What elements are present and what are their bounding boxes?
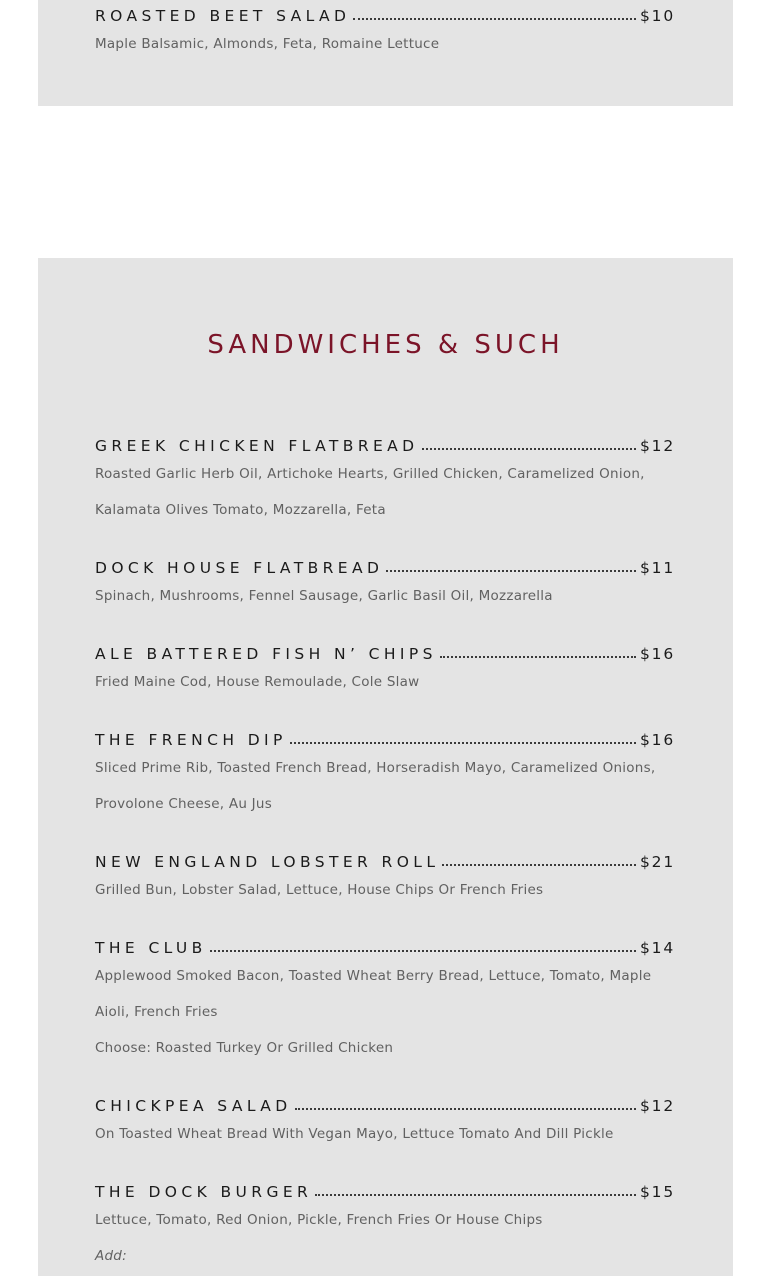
item-price: $12 xyxy=(640,437,675,455)
item-description: Aioli, French Fries xyxy=(95,1004,218,1020)
item-description: Lettuce, Tomato, Red Onion, Pickle, French Fries Or House Chips xyxy=(95,1212,543,1228)
item-price: $16 xyxy=(640,731,675,749)
item-price: $21 xyxy=(640,853,675,871)
item-name: CHICKPEA SALAD xyxy=(95,1097,292,1115)
dotted-leader xyxy=(422,448,636,450)
menu-item-chickpea-salad xyxy=(95,1092,675,1152)
dotted-leader xyxy=(290,742,636,744)
item-description: Provolone Cheese, Au Jus xyxy=(95,796,272,812)
item-name: THE DOCK BURGER xyxy=(95,1183,313,1201)
menu-item-dock-burger xyxy=(95,1178,675,1274)
item-name: ROASTED BEET SALAD xyxy=(95,7,351,25)
item-option: Choose: Roasted Turkey Or Grilled Chicken xyxy=(95,1040,394,1056)
item-description: Fried Maine Cod, House Remoulade, Cole Slaw xyxy=(95,674,420,690)
menu-item-greek-chicken-flatbread xyxy=(95,432,675,528)
item-description: Spinach, Mushrooms, Fennel Sausage, Garlic Basil Oil, Mozzarella xyxy=(95,588,553,604)
section-title: SANDWICHES & SUCH xyxy=(207,330,564,360)
item-price: $16 xyxy=(640,645,675,663)
salads-panel xyxy=(38,0,733,106)
dotted-leader xyxy=(315,1194,636,1196)
menu-item-roasted-beet-salad xyxy=(95,2,675,62)
item-description: Sliced Prime Rib, Toasted French Bread, Horseradish Mayo, Caramelized Onions, xyxy=(95,760,656,776)
item-price: $14 xyxy=(640,939,675,957)
menu-item-french-dip xyxy=(95,726,675,822)
item-name: NEW ENGLAND LOBSTER ROLL xyxy=(95,853,440,871)
sandwiches-panel xyxy=(38,258,733,1276)
dotted-leader xyxy=(210,950,636,952)
item-name: THE CLUB xyxy=(95,939,207,957)
menu-item-lobster-roll xyxy=(95,848,675,908)
dotted-leader xyxy=(386,570,636,572)
dotted-leader xyxy=(440,656,636,658)
item-price: $11 xyxy=(640,559,675,577)
item-name: GREEK CHICKEN FLATBREAD xyxy=(95,437,419,455)
dotted-leader xyxy=(442,864,636,866)
item-description: Applewood Smoked Bacon, Toasted Wheat Berry Bread, Lettuce, Tomato, Maple xyxy=(95,968,652,984)
item-description: Roasted Garlic Herb Oil, Artichoke Hearts, Grilled Chicken, Caramelized Onion, xyxy=(95,466,645,482)
item-description: Maple Balsamic, Almonds, Feta, Romaine Lettuce xyxy=(95,36,440,52)
item-description: On Toasted Wheat Bread With Vegan Mayo, Lettuce Tomato And Dill Pickle xyxy=(95,1126,614,1142)
item-price: $10 xyxy=(640,7,675,25)
addon-label: Add: xyxy=(95,1248,127,1264)
menu-item-the-club xyxy=(95,934,675,1066)
item-name: DOCK HOUSE FLATBREAD xyxy=(95,559,384,577)
menu-item-dock-house-flatbread xyxy=(95,554,675,614)
item-name: THE FRENCH DIP xyxy=(95,731,287,749)
dotted-leader xyxy=(295,1108,636,1110)
item-description: Grilled Bun, Lobster Salad, Lettuce, House Chips Or French Fries xyxy=(95,882,544,898)
item-price: $15 xyxy=(640,1183,675,1201)
item-price: $12 xyxy=(640,1097,675,1115)
menu-item-fish-n-chips xyxy=(95,640,675,700)
item-name: ALE BATTERED FISH N’ CHIPS xyxy=(95,645,437,663)
item-description: Kalamata Olives Tomato, Mozzarella, Feta xyxy=(95,502,386,518)
dotted-leader xyxy=(353,18,636,20)
